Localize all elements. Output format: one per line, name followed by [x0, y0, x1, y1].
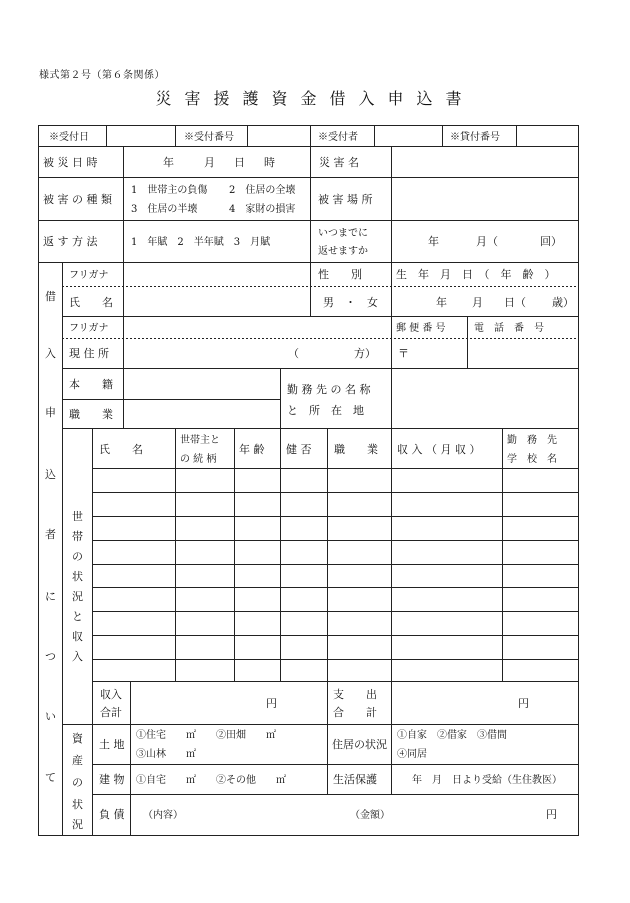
birth-label: 生 年 月 日 （ 年 齢 ） [396, 268, 556, 281]
col-work-header-2: 学 校 名 [507, 454, 557, 465]
income-total-label-1: 収入 [100, 688, 122, 701]
repay-method-options: 1 年賦 2 半年賦 3 月賦 [131, 237, 271, 248]
building-label: 建 物 [99, 773, 125, 786]
income-total-label-2: 合計 [100, 706, 122, 719]
datetime-day: 日 [234, 156, 245, 169]
postal-label: 郵 便 番 号 [396, 323, 446, 334]
domicile-label: 本 籍 [69, 378, 113, 391]
damage-option-3: 3 住居の半壊 [131, 204, 198, 215]
receipt-number-label: ※受付番号 [184, 132, 234, 143]
damage-option-2: 2 住居の全壊 [229, 185, 296, 196]
assets-side-char-4: 状 [72, 798, 83, 811]
damage-place-label: 被 害 場 所 [318, 193, 373, 206]
datetime-year: 年 [163, 156, 174, 169]
col-relation-header-1: 世帯主と [180, 435, 220, 446]
household-side-char-4: 状 [72, 570, 83, 583]
damage-option-1: 1 世帯主の負傷 [131, 185, 208, 196]
loan-number-label: ※貸付番号 [450, 132, 500, 143]
birth-age: 歳） [552, 296, 574, 309]
assets-side-char-1: 資 [72, 732, 83, 745]
datetime-month: 月 [204, 156, 215, 169]
workplace-line2: と 所 在 地 [287, 404, 364, 417]
debt-label: 負 債 [99, 808, 125, 821]
disaster-name-label: 災 害 名 [319, 156, 359, 169]
assets-side-char-3: の [72, 776, 83, 789]
welfare-label: 生活保護 [333, 773, 377, 786]
building-value: ①自宅 ㎡ ②その他 ㎡ [136, 775, 286, 786]
col-health-header: 健 否 [286, 443, 312, 456]
damage-type-label: 被 害 の 種 類 [43, 193, 112, 206]
applicant-side-char-8: い [45, 710, 56, 723]
household-side-char-3: の [72, 550, 83, 563]
repay-by-when-line1: いつまでに [318, 228, 368, 239]
debt-amount: （金額） [350, 810, 390, 821]
birth-year: 年 [436, 296, 447, 309]
datetime-hour: 時 [264, 156, 275, 169]
col-age-header: 年 齢 [239, 443, 265, 456]
housing-label: 住居の状況 [332, 738, 387, 751]
repay-month: 月（ [476, 235, 498, 248]
repay-method-label: 返 す 方 法 [43, 235, 98, 248]
assets-side-char-5: 況 [72, 818, 83, 831]
applicant-side-char-2: 入 [45, 347, 56, 360]
applicant-side-char-7: つ [45, 650, 56, 663]
workplace-line1: 勤 務 先 の 名 称 [287, 383, 371, 396]
occupation-label: 職 業 [69, 408, 113, 421]
housing-line1: ①自家 ②借家 ③借間 [397, 730, 507, 741]
applicant-side-char-3: 申 [45, 406, 56, 419]
form-code: 様式第２号（第６条関係） [39, 70, 165, 81]
housing-line2: ④同居 [397, 749, 427, 760]
applicant-side-char-5: 者 [45, 528, 56, 541]
expense-total-label-2: 合 計 [333, 706, 377, 719]
expense-total-label-1: 支 出 [333, 688, 377, 701]
receipt-date-label: ※受付日 [49, 132, 89, 143]
damage-option-4: 4 家財の損害 [229, 204, 296, 215]
birth-day: 日（ [504, 296, 526, 309]
household-side-char-6: と [72, 610, 83, 623]
col-occupation-header: 職 業 [334, 443, 378, 456]
col-income-header: 収 入 （ 月 収 ） [397, 443, 481, 456]
sex-label: 性 別 [318, 268, 362, 281]
land-line1: ①住宅 ㎡ ②田畑 ㎡ [136, 730, 276, 741]
receipt-receiver-label: ※受付者 [318, 132, 358, 143]
birth-month: 月 [472, 296, 483, 309]
repay-year: 年 [428, 235, 439, 248]
household-side-char-5: 況 [72, 590, 83, 603]
household-side-char-7: 収 [72, 630, 83, 643]
land-line2: ③山林 ㎡ [136, 749, 196, 760]
expense-total-unit: 円 [518, 697, 529, 710]
applicant-side-char-9: て [45, 771, 56, 784]
sex-value: 男 ・ 女 [323, 296, 378, 309]
applicant-side-char-4: 込 [45, 468, 56, 481]
postal-mark: 〒 [398, 347, 409, 360]
address-care: （ 方） [288, 347, 376, 360]
address-label: 現 住 所 [69, 347, 109, 360]
col-work-header-1: 勤 務 先 [507, 435, 557, 446]
income-total-unit: 円 [266, 697, 277, 710]
household-side-char-8: 入 [72, 650, 83, 663]
repay-count: 回） [540, 235, 562, 248]
furigana-label: フリガナ [69, 270, 109, 281]
form-frame [39, 126, 579, 836]
household-side-char-1: 世 [72, 510, 83, 523]
furigana2-label: フリガナ [69, 323, 109, 334]
household-side-char-2: 帯 [72, 530, 83, 543]
applicant-side-char-6: に [45, 590, 56, 603]
form-title: 災害援護資金借入申込書 [155, 89, 475, 108]
assets-side-char-2: 産 [72, 754, 83, 767]
disaster-datetime-label: 被 災 日 時 [43, 156, 98, 169]
phone-label: 電 話 番 号 [474, 323, 544, 334]
col-name-header: 氏 名 [99, 443, 143, 456]
debt-unit: 円 [546, 808, 557, 821]
land-label: 土 地 [99, 738, 125, 751]
welfare-value: 年 月 日より受給（生住教医） [412, 775, 562, 786]
debt-content: （内容） [143, 810, 183, 821]
repay-by-when-line2: 返せますか [318, 246, 368, 257]
col-relation-header-2: の 続 柄 [180, 454, 217, 465]
applicant-side-char-1: 借 [45, 290, 56, 303]
name-label: 氏 名 [69, 296, 113, 309]
